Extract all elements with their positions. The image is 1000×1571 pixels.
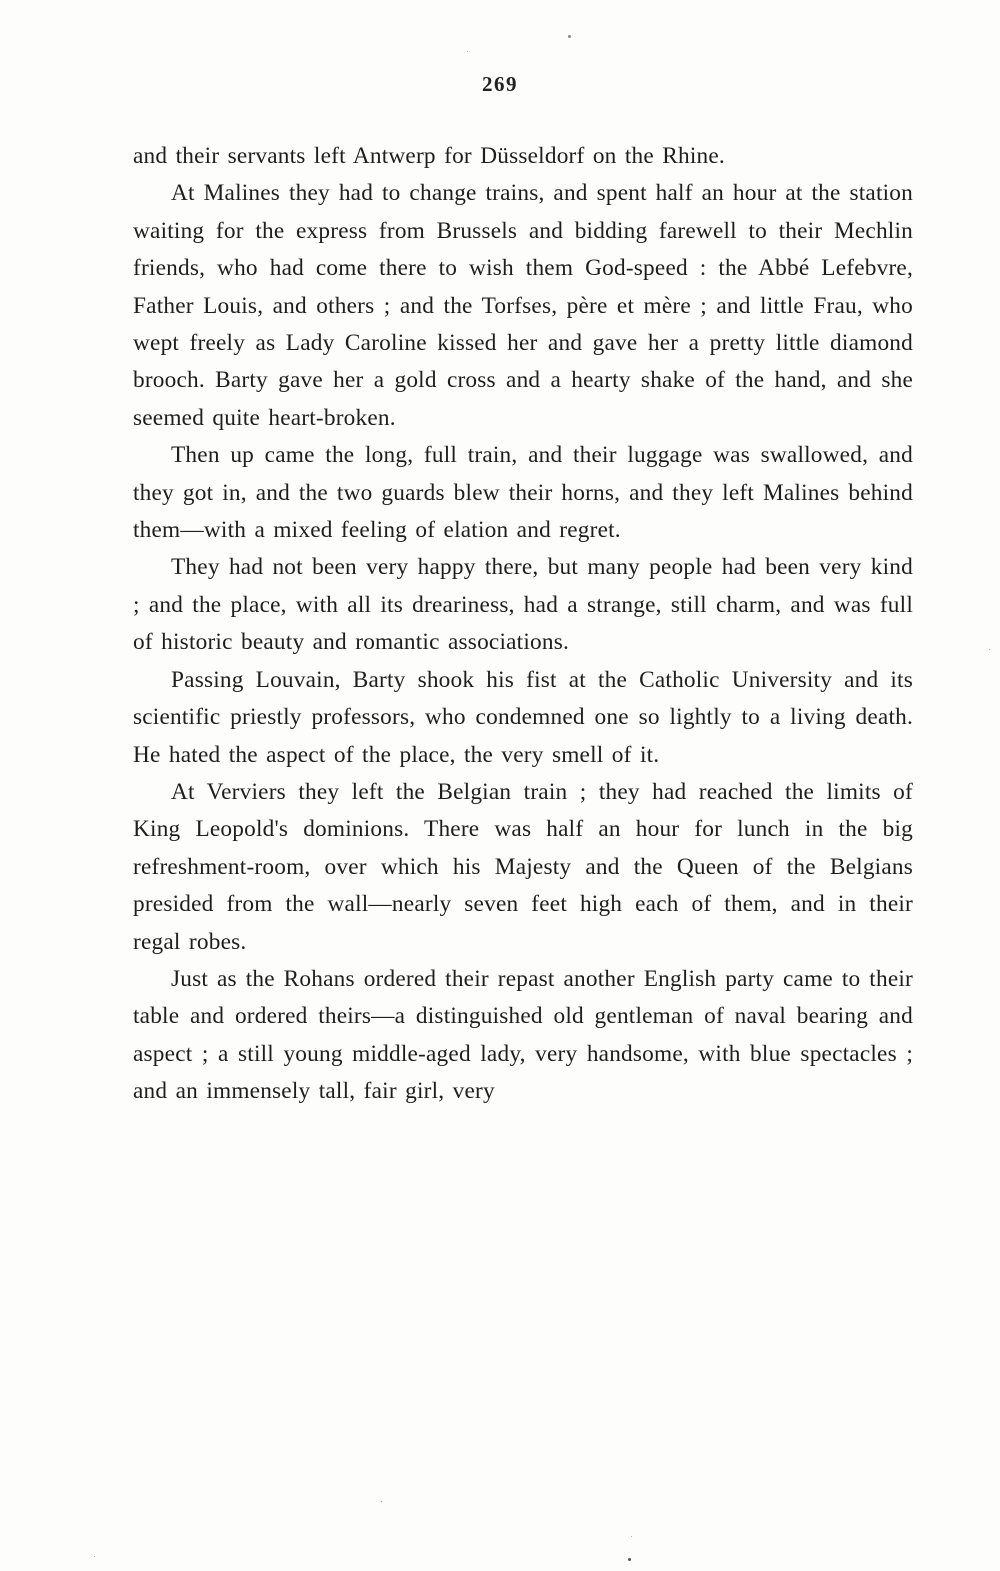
paragraph: Then up came the long, full train, and their luggage was swallowed, and they got in, and the two guards blew their horns, and they left Malines behind them—with a mixed feeling of elation and regret.	[133, 442, 913, 544]
text-block	[133, 138, 913, 1111]
scan-speck-artifacts	[568, 35, 571, 38]
paragraph: At Verviers they left the Belgian train ; they had reached the limits of King Leopold's dominions. There was half an hour for lunch in the big refreshment-room, over which his Majesty and the Queen of the Belgians presided from the wall—nearly seven feet high each of them, and in their regal robes.	[133, 778, 913, 955]
paragraph: At Malines they had to change trains, and spent half an hour at the station waiting for the express from Brussels and bidding farewell to their Mechlin friends, who had come there to wish them God-speed : the Abbé Lefebvre, Father Louis, and others ; and the Torfses, père et mère ; and little Frau, who wept freely as Lady Caroline kissed her and gave her a pretty little diamond brooch. Barty gave her a gold cross and a hearty shake of the hand, and she seemed quite heart-broken.	[133, 180, 913, 431]
page-number: 269	[482, 72, 518, 96]
paragraph: They had not been very happy there, but many people had been very kind ; and the place, with all its dreariness, had a strange, still charm, and was full of historic beauty and romantic associations.	[133, 554, 913, 656]
paragraph: Passing Louvain, Barty shook his fist at the Catholic University and its scientific priestly professors, who condemned one so lightly to a living death. He hated the aspect of the place, the very smell of it.	[133, 666, 913, 768]
paragraph: Just as the Rohans ordered their repast another English party came to their table and ordered theirs—a distinguished old gentleman of naval bearing and aspect ; a still young middle-aged lady, very handsome, with blue spectacles ; and an immensely tall, fair girl, very	[133, 965, 913, 1105]
paragraph-continuation: and their servants left Antwerp for Düsseldorf on the Rhine.	[133, 143, 725, 169]
